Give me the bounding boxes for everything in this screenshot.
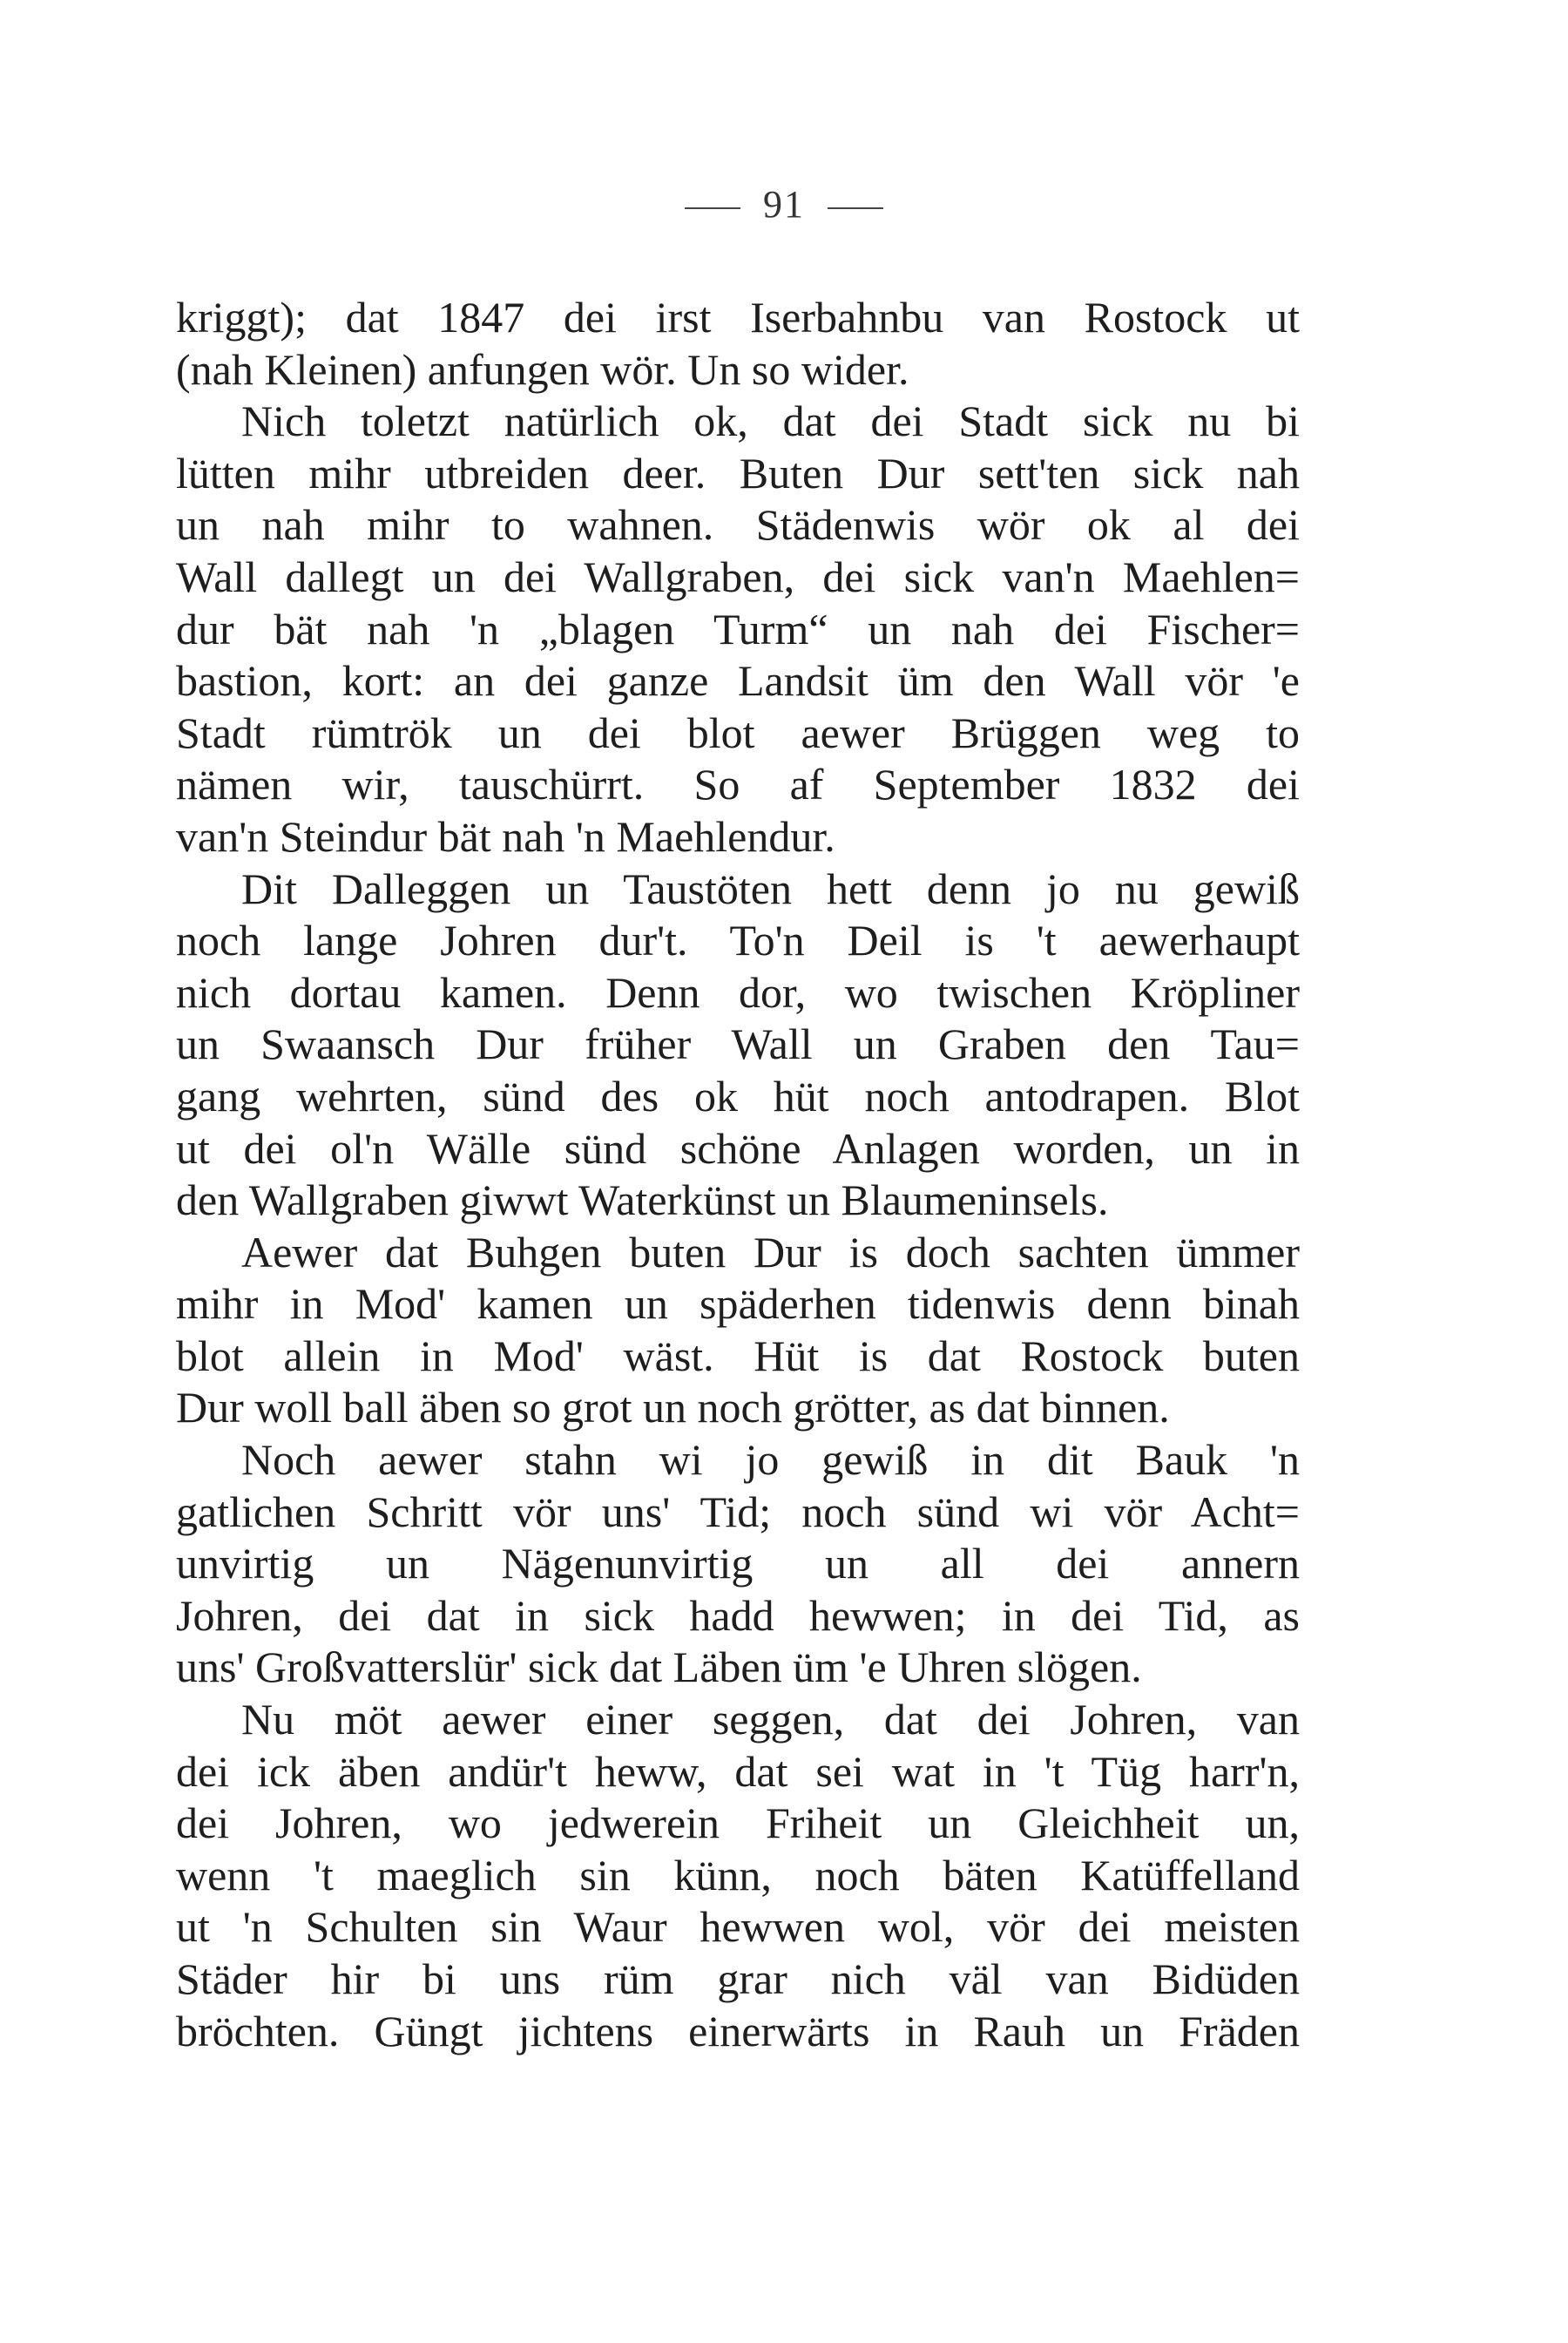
header-dash-left: [685, 207, 740, 209]
text-line: Noch aewer stahn wi jo gewiß in dit Bauk 'n: [241, 1435, 1300, 1485]
text-line: Nu möt aewer einer seggen, dat dei Johren, van: [241, 1695, 1300, 1744]
text-line: Aewer dat Buhgen buten Dur is doch sachten ümmer: [241, 1227, 1300, 1276]
text-line: un Swaansch Dur früher Wall un Graben den Tau=: [176, 1019, 1300, 1069]
text-line: noch lange Johren dur't. To'n Deil is 't aewerhaupt: [176, 916, 1300, 965]
text-line: nich dortau kamen. Denn dor, wo twischen Kröpliner: [176, 967, 1300, 1017]
paragraph: [176, 1227, 1300, 1434]
text-line: Nich toletzt natürlich ok, dat dei Stadt sick nu bi: [241, 396, 1300, 446]
text-line: blot allein in Mod' wäst. Hüt is dat Rostock buten: [176, 1331, 1300, 1380]
text-line: un nah mihr to wahnen. Städenwis wör ok al dei: [176, 500, 1300, 550]
text-line: ut dei ol'n Wälle sünd schöne Anlagen worden, un in: [176, 1123, 1300, 1173]
text-line: kriggt); dat 1847 dei irst Iserbahnbu van Rostock ut: [176, 293, 1300, 342]
body-text: [176, 292, 1300, 2057]
paragraph: [176, 1694, 1300, 2057]
text-line: unvirtig un Nägenunvirtig un all dei annern: [176, 1539, 1300, 1588]
text-line: gang wehrten, sünd des ok hüt noch antodrapen. Blot: [176, 1071, 1300, 1121]
text-line: mihr in Mod' kamen un späderhen tidenwis denn binah: [176, 1279, 1300, 1329]
text-line: ut 'n Schulten sin Waur hewwen wol, vör dei meisten: [176, 1902, 1300, 1952]
text-line: (nah Kleinen) anfungen wör. Un so wider.: [176, 344, 909, 394]
text-line: nämen wir, tauschürrt. So af September 1832 dei: [176, 760, 1300, 809]
text-line: Stadt rümtrök un dei blot aewer Brüggen weg to: [176, 708, 1300, 757]
text-line: Wall dallegt un dei Wallgraben, dei sick van'n Maehlen=: [176, 552, 1300, 601]
text-line: lütten mihr utbreiden deer. Buten Dur sett'ten sick nah: [176, 448, 1300, 498]
text-line: Dur woll ball äben so grot un noch grötter, as dat binnen.: [176, 1383, 1170, 1432]
text-line: dei Johren, wo jedwerein Friheit un Gleichheit un,: [176, 1798, 1300, 1848]
text-line: dei ick äben andür't heww, dat sei wat in 't Tüg harr'n,: [176, 1746, 1300, 1796]
text-line: van'n Steindur bät nah 'n Maehlendur.: [176, 811, 835, 861]
text-line: gatlichen Schritt vör uns' Tid; noch sünd wi vör Acht=: [176, 1486, 1300, 1536]
text-line: uns' Großvatterslür' sick dat Läben üm 'e Uhren slögen.: [176, 1642, 1142, 1692]
text-line: bastion, kort: an dei ganze Landsit üm den Wall vör 'e: [176, 656, 1300, 706]
text-line: Städer hir bi uns rüm grar nich väl van Bidüden: [176, 1954, 1300, 2003]
page-header: [0, 183, 1568, 227]
page-number: 91: [763, 183, 805, 226]
text-line: den Wallgraben giwwt Waterkünst un Blaumeninsels.: [176, 1175, 1109, 1225]
paragraph: [176, 292, 1300, 396]
header-dash-right: [828, 207, 883, 209]
text-line: wenn 't maeglich sin künn, noch bäten Katüffelland: [176, 1850, 1300, 1899]
paragraph: [176, 863, 1300, 1227]
text-line: Johren, dei dat in sick hadd hewwen; in dei Tid, as: [176, 1590, 1300, 1640]
paragraph: [176, 396, 1300, 863]
text-line: bröchten. Güngt jichtens einerwärts in Rauh un Fräden: [176, 2006, 1300, 2055]
text-line: Dit Dalleggen un Taustöten hett denn jo nu gewiß: [241, 863, 1300, 913]
text-line: dur bät nah 'n „blagen Turm“ un nah dei Fischer=: [176, 604, 1300, 653]
paragraph: [176, 1434, 1300, 1694]
